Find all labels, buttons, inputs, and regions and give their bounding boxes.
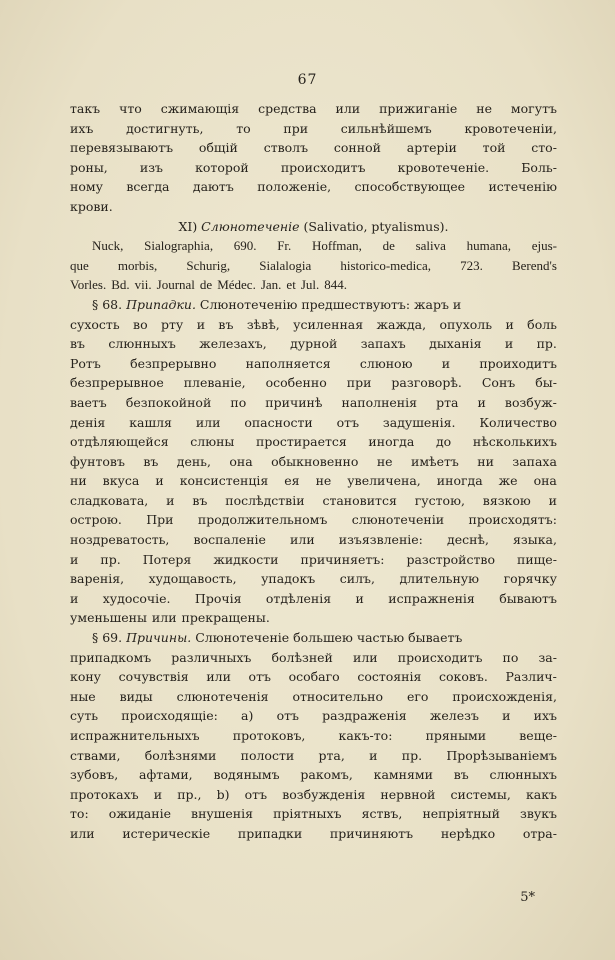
word: Sialographia, (144, 238, 214, 254)
word: что (119, 101, 142, 116)
word: пряными (425, 728, 487, 743)
word: ея (284, 473, 300, 489)
word: ни (477, 453, 494, 469)
word: сочувствія (118, 669, 189, 685)
word: безпокойной (125, 394, 212, 410)
word: проиходитъ (479, 355, 557, 371)
word: ихъ (70, 120, 94, 136)
text-line (70, 236, 557, 256)
word: сто- (531, 140, 557, 156)
word: обыкновенно (271, 453, 359, 469)
word: и (166, 492, 175, 508)
word: Bd. (111, 277, 130, 293)
word: послѣдствіи (225, 492, 305, 508)
italic-heading: Слюнотеченіе (201, 218, 300, 234)
word: прижиганіе (379, 101, 458, 116)
word: пріятныхъ (273, 806, 342, 822)
word: причиняетъ: (300, 551, 385, 567)
word: силъ, (339, 571, 375, 587)
word: продолжительномъ (197, 512, 328, 528)
word: дурной (290, 336, 338, 352)
italic-heading: Припадки. (126, 296, 196, 312)
word: виды (119, 688, 153, 704)
word: которой (195, 159, 249, 175)
word: непріятный (422, 806, 500, 822)
text-line (70, 432, 557, 452)
page-number: 67 (297, 72, 318, 88)
word: прекращены. (181, 610, 270, 626)
word: зѣвѣ, (246, 316, 280, 332)
word: перевязываютъ (70, 140, 174, 156)
word: той (482, 140, 506, 156)
word: иногда (368, 434, 415, 450)
text-line (70, 746, 557, 766)
word: наполняется (245, 355, 331, 371)
text-line (70, 158, 557, 178)
word: рта (436, 394, 459, 410)
text-line (70, 491, 557, 511)
word: или (195, 414, 221, 430)
word: при (346, 375, 372, 391)
word: et (286, 277, 296, 293)
word: сонной (333, 140, 381, 156)
word: болѣзнями (144, 747, 217, 763)
word: истерическіе (122, 825, 211, 841)
word: и (155, 473, 164, 489)
word: суть (70, 708, 99, 724)
word: ракомъ, (300, 767, 353, 783)
word: Jul. (300, 277, 320, 293)
word: разстройство (406, 551, 495, 567)
word: языка, (513, 532, 557, 548)
word: слюною (359, 355, 413, 371)
word: афтами, (139, 767, 193, 783)
word: Сонъ (481, 375, 516, 391)
word: припадки (237, 825, 303, 841)
word: даютъ (192, 179, 234, 195)
text-line (70, 785, 557, 805)
word: зубовъ, (70, 767, 119, 783)
word: происходящіе: (121, 708, 218, 724)
text-line (70, 354, 557, 374)
word: рта, (318, 747, 345, 763)
word: ные (70, 688, 96, 704)
word: Schurig, (186, 257, 231, 273)
word: сжимающія (160, 101, 240, 116)
word: разговорѣ. (391, 375, 462, 391)
word: деснѣ, (447, 532, 489, 548)
word: по (230, 394, 247, 410)
word: ноздреватость, (70, 532, 170, 548)
word: сухость (70, 316, 120, 332)
word: безпрерывно (130, 355, 217, 371)
word: сильнѣйшемъ (340, 120, 432, 136)
word: упадокъ (261, 571, 316, 587)
word: бы- (535, 375, 557, 391)
word: боль (527, 316, 557, 332)
word: причинѣ (265, 394, 323, 410)
word: Ротъ (70, 355, 101, 371)
word: испражненія (388, 590, 475, 606)
word: слюны (190, 434, 235, 450)
text-line (70, 373, 557, 393)
word: Прочія (194, 590, 242, 606)
text-line (70, 530, 557, 550)
word: b) (216, 786, 230, 802)
word: бываютъ (499, 590, 557, 606)
word: 844. (324, 277, 347, 293)
word: усиленная (293, 316, 364, 332)
word: и (196, 316, 206, 332)
word: и (153, 786, 163, 802)
word: достигнуть, (126, 120, 204, 136)
word: задушенія. (382, 414, 456, 430)
word: ваетъ (70, 394, 107, 410)
word: и (505, 316, 514, 332)
text-line (70, 452, 557, 472)
word: различныхъ (171, 649, 252, 665)
word: и (441, 355, 451, 371)
word: Fr. (277, 238, 292, 254)
text-segment: Слюнотеченіе большею частью бываетъ (191, 630, 463, 646)
word: ни (70, 473, 87, 489)
text-segment: XI) (178, 218, 202, 234)
word: такъ (70, 101, 101, 116)
word: и (504, 336, 514, 352)
word: происходитъ (280, 159, 366, 175)
text-line (70, 706, 557, 726)
word: 690. (233, 238, 257, 254)
text-line (70, 197, 557, 217)
word: Различ- (505, 669, 557, 685)
word: или (151, 610, 177, 626)
word: не (476, 101, 492, 116)
text-line (70, 550, 557, 570)
word: или (335, 101, 361, 116)
italic-heading: Причины. (126, 630, 192, 646)
text-line (70, 217, 557, 237)
word: железъ (429, 708, 479, 724)
word: же (498, 473, 518, 489)
word: варенія, (70, 571, 125, 587)
word: Berend's (511, 257, 557, 273)
word: и (477, 394, 486, 410)
word: безпрерывное (70, 375, 164, 391)
word: ному (70, 179, 103, 195)
word: простирается (256, 434, 347, 450)
word: не (376, 453, 393, 469)
word: артеріи (406, 140, 457, 156)
word: особаго (288, 669, 340, 685)
text-segment: § 69. (92, 630, 127, 646)
word: до (435, 434, 452, 450)
word: относительно (292, 688, 383, 704)
word: протоковъ, (232, 728, 306, 743)
word: отъ (336, 414, 360, 430)
word: по (502, 649, 519, 665)
word: фунтовъ (70, 453, 125, 469)
word: раздраженія (322, 708, 407, 724)
word: отдѣленія (265, 590, 332, 606)
word: слюнотеченія (176, 688, 269, 704)
word: слюнныхъ (108, 336, 176, 352)
word: Sialalogia (259, 257, 312, 273)
word: возбужденія (282, 786, 366, 802)
word: въ (192, 492, 208, 508)
word: возбуж- (504, 394, 557, 410)
word: за- (538, 649, 557, 665)
word: увеличена, (347, 473, 421, 489)
word: пр. (401, 747, 423, 763)
text-line (70, 275, 557, 295)
word: припадкомъ (70, 649, 152, 665)
text-line (70, 413, 557, 433)
word: худощавость, (148, 571, 237, 587)
word: Hoffman, (311, 238, 362, 254)
word: нервной (380, 786, 436, 802)
word: vii. (134, 277, 152, 293)
word: не (315, 473, 332, 489)
word: роны, (70, 159, 108, 175)
text-line (70, 393, 557, 413)
word: Прорѣзываніемъ (446, 747, 557, 763)
text-segment: Слюнотеченію предшествуютъ: жаръ и (195, 296, 462, 312)
word: изъязвленіе: (338, 532, 423, 548)
word: Jan. (260, 277, 282, 293)
text-line (70, 138, 557, 158)
word: то (236, 120, 251, 136)
word: и (70, 590, 79, 606)
word: a) (241, 708, 254, 724)
word: она (229, 453, 253, 469)
text-line (70, 471, 557, 491)
word: ожиданіе (108, 806, 171, 822)
text-line (70, 589, 557, 609)
word: способствующее (354, 179, 466, 195)
text-line (70, 510, 557, 530)
word: рту (161, 316, 184, 332)
word: общій (198, 140, 238, 156)
text-line (70, 824, 557, 844)
word: нерѣдко (440, 825, 496, 841)
word: кровотеченіе. (397, 159, 490, 175)
word: его (406, 688, 429, 704)
word: горячку (503, 571, 557, 587)
word: ejus- (531, 238, 557, 254)
word: 723. (460, 257, 483, 273)
word: или (206, 669, 231, 685)
word: опухоль (439, 316, 493, 332)
text-line (70, 804, 557, 824)
word: и (369, 747, 378, 763)
word: водянымъ (213, 767, 280, 783)
word: она (533, 473, 557, 489)
word: наполненія (341, 394, 418, 410)
word: воспаленіе (193, 532, 266, 548)
word: железахъ, (199, 336, 267, 352)
word: происхожденія, (452, 688, 557, 704)
word: пище- (517, 551, 557, 567)
word: истеченію (488, 179, 557, 195)
word: дыханія (429, 336, 482, 352)
word: пр., (177, 786, 202, 802)
text-line (70, 648, 557, 668)
word: денія (70, 414, 106, 430)
text-line (70, 295, 557, 315)
word: острою. (70, 512, 122, 528)
word: Nuck, (92, 238, 124, 254)
word: соковъ. (439, 669, 488, 685)
word: длительную (399, 571, 480, 587)
word: и (355, 590, 364, 606)
word: вкуса (102, 473, 140, 489)
word: системы, (450, 786, 511, 802)
word: que (70, 257, 89, 273)
word: плеваніе, (183, 375, 246, 391)
word: имѣетъ (411, 453, 459, 469)
word: ихъ (533, 708, 557, 724)
word: отъ (248, 669, 271, 685)
word: иногда (436, 473, 483, 489)
word: кашля (129, 414, 172, 430)
word: слюнныхъ (489, 767, 557, 783)
word: какъ-то: (338, 728, 393, 743)
word: отъ (276, 708, 299, 724)
word: камнями (373, 767, 433, 783)
word: historico-medica, (340, 257, 431, 273)
word: или (70, 825, 95, 841)
word: и (548, 492, 557, 508)
text-line (70, 334, 557, 354)
word: протокахъ (70, 786, 139, 802)
word: звукъ (520, 806, 557, 822)
word: консистенція (179, 473, 269, 489)
word: положеніе, (257, 179, 332, 195)
word: пр. (536, 336, 557, 352)
word: Потеря (142, 551, 192, 567)
word: запаха (512, 453, 557, 469)
word: или (290, 532, 315, 548)
text-segment: (Salivatio, ptyalismus). (299, 218, 449, 234)
word: происходитъ (397, 649, 483, 665)
word: могутъ (510, 101, 557, 116)
word: при (283, 120, 309, 136)
word: опасности (244, 414, 313, 430)
word: ствами, (70, 747, 121, 763)
word: Journal (156, 277, 195, 293)
word: полости (240, 747, 295, 763)
word: пр. (100, 551, 121, 567)
word: запахъ (360, 336, 406, 352)
text-line (70, 687, 557, 707)
word: средства (258, 101, 317, 116)
word: и (502, 708, 511, 724)
word: При (146, 512, 174, 528)
text-line (70, 177, 557, 197)
text-line (70, 119, 557, 139)
word: испражнительныхъ (70, 728, 200, 743)
word: внушенія (191, 806, 254, 822)
word: и (70, 551, 79, 567)
word: изъ (139, 159, 163, 175)
word: особенно (265, 375, 327, 391)
word: въ (70, 336, 85, 352)
text-line (70, 765, 557, 785)
word: morbis, (117, 257, 158, 273)
text-line (70, 315, 557, 335)
word: стволъ (263, 140, 309, 156)
word: жажда, (376, 316, 427, 332)
text-line (70, 608, 557, 628)
word: становится (322, 492, 397, 508)
word: въ (453, 767, 469, 783)
word: то: (70, 806, 89, 822)
word: кровотеченіи, (464, 120, 557, 136)
word: въ (218, 316, 234, 332)
word: Количество (479, 414, 557, 430)
word: слюнотеченіи (351, 512, 445, 528)
word: de (199, 277, 213, 293)
word: Боль- (521, 159, 557, 175)
word: saliva (415, 238, 446, 254)
word: день, (176, 453, 211, 469)
text-line (70, 726, 557, 746)
word: болѣзней (271, 649, 333, 665)
word: въ (143, 453, 159, 469)
word: происходятъ: (468, 512, 557, 528)
word: humana, (466, 238, 512, 254)
word: или (353, 649, 378, 665)
text-line (70, 628, 557, 648)
text-line (70, 256, 557, 276)
word: Médec. (217, 277, 256, 293)
word: Vorles. (70, 277, 107, 293)
word: отра- (522, 825, 557, 841)
text-line (70, 569, 557, 589)
word: отдѣляющейся (70, 434, 169, 450)
text-segment: § 68. (92, 296, 127, 312)
body-text (70, 99, 557, 844)
word: какъ (525, 786, 557, 802)
word: причиняютъ (329, 825, 414, 841)
word: жидкости (213, 551, 279, 567)
word: кону (70, 669, 102, 685)
word: de (382, 238, 395, 254)
word: состоянія (357, 669, 422, 685)
word: веще- (519, 728, 557, 743)
word: яствъ, (361, 806, 403, 822)
word: отъ (244, 786, 268, 802)
word: всегда (126, 179, 170, 195)
word: густою, (414, 492, 465, 508)
word: сладковата, (70, 492, 149, 508)
text-line (70, 99, 557, 119)
signature-mark: 5* (520, 890, 535, 905)
word: крови. (70, 198, 113, 214)
word: во (133, 316, 148, 332)
word: вязкою (482, 492, 531, 508)
word: худосочіе. (102, 590, 171, 606)
text-line (70, 667, 557, 687)
word: уменьшены (70, 610, 147, 626)
word: нѣсколькихъ (472, 434, 557, 450)
